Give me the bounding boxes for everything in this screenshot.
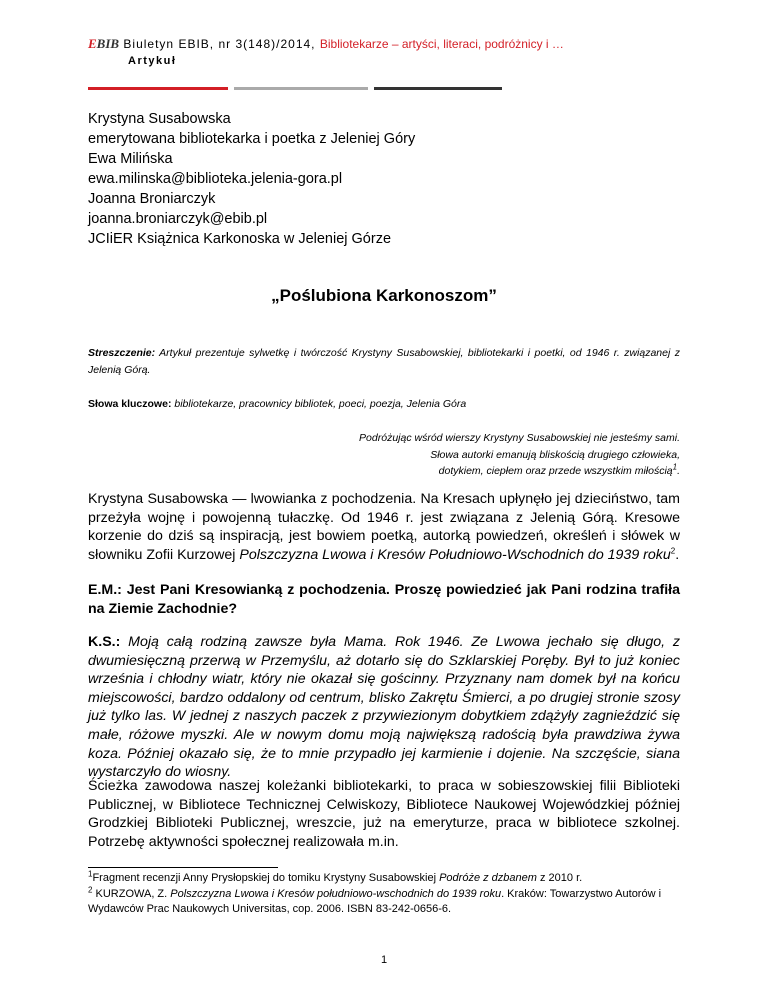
- abstract: [88, 345, 680, 379]
- footnote-item: $^2$ KURZOWA, Z. Polszczyzna Lwowa i Kresów południowo-wschodnich do 1939 roku. Kraków: Towarzystwo Autorów i Wydawców Prac Naukowych Universitas, cop. 2006. ISBN 83-242-0656-6.: [88, 884, 662, 915]
- ebib-logo: EBIB: [88, 36, 120, 51]
- header-line: [88, 36, 688, 52]
- author-line: Joanna Broniarczyk: [88, 191, 216, 207]
- article-title: „Poślubiona Karkonoszom”: [271, 286, 497, 305]
- page-number: 1: [380, 954, 388, 966]
- author-line: JCIiER Książnica Karkonoska w Jeleniej Górze: [88, 231, 392, 247]
- book-title: Polszczyzna Lwowa i Kresów Południowo-Wschodnich do 1939 roku: [239, 546, 671, 563]
- keywords: [88, 396, 680, 413]
- interview-question: E.M.: Jest Pani Kresowianką z pochodzenia. Proszę powiedzieć jak Pani rodzina trafiła na Ziemie Zachodnie?: [88, 582, 680, 617]
- career-paragraph: Ścieżka zawodowa naszej koleżanki bibliotekarki, to praca w sobieszowskiej filii Biblioteki Publicznej, w Bibliotece Technicznej Celwiskozy, Bibliotece Naukowej Wojewódzkiej później Grodzkiej Biblioteki Publicznej, wreszcie, już na emeryturze, praca w bibliotece szkolnej. Potrzebę aktywności społecznej realizowała m.in.: [88, 778, 680, 850]
- abstract-text: Artykuł prezentuje sylwetkę i twórczość Krystyny Susabowskiej, bibliotekarki i poetki, od 1946 r. związanej z Jelenią Górą.: [88, 347, 680, 376]
- header-rule-gray: [234, 87, 368, 90]
- keywords-label: Słowa kluczowe:: [88, 398, 172, 410]
- section-label: Artykuł: [128, 55, 177, 67]
- motto: [359, 430, 680, 480]
- motto-line: Słowa autorki emanują bliskością drugiego człowieka,: [430, 448, 680, 461]
- author-line: Krystyna Susabowska: [88, 111, 231, 127]
- header-rule-dark: [374, 87, 502, 90]
- footnotes: [88, 871, 680, 918]
- author-line: emerytowana bibliotekarka i poetka z Jeleniej Góry: [88, 131, 416, 147]
- author-line: Ewa Milińska: [88, 151, 173, 167]
- footnote-ref[interactable]: 2: [670, 546, 676, 556]
- keywords-text: bibliotekarze, pracownicy bibliotek, poeci, poezja, Jelenia Góra: [171, 398, 467, 410]
- footnote-item: $^1$Fragment recenzji Anny Prysłopskiej do tomiku Krystyny Susabowskiej Podróże z dzbanem z 2010 r.: [88, 869, 583, 884]
- intro-paragraph: Krystyna Susabowska — lwowianka z pochodzenia. Na Kresach upłynęło jej dzieciństwo, tam przeżyła wojnę i powojenną tułaczkę. Od 1946 r. jest związana z Jelenią Górą. Kresowe korzenie do dziś są inspiracją, jest bowiem poetką, autorką powiedzeń, określeń i słówek w słowniku Zofii Kurzowej Polszczyzna Lwowa i Kresów Południowo-Wschodnich do 1939 roku$^2$.: [88, 491, 680, 563]
- motto-line: Podróżując wśród wierszy Krystyny Susabowskiej nie jesteśmy sami.: [359, 432, 680, 444]
- header-rule-red: [88, 87, 228, 90]
- interview-answer: [88, 633, 680, 782]
- header-rules: [88, 87, 502, 90]
- journal-issue: Biuletyn EBIB, nr 3(148)/2014,: [119, 37, 320, 51]
- author-email[interactable]: joanna.broniarczyk@ebib.pl: [88, 211, 268, 227]
- answer-text: Moją całą rodziną zawsze była Mama. Rok 1946. Ze Lwowa jechało się długo, z dwumiesięczną przerwą w Przemyślu, aż dotarło się do Szklarskiej Poręby. Był to już koniec września i chłodny wiatr, który nie okazał się gościnny. Przyznany nam domek był na końcu miejscowości, bardzo oddalony od centrum, blisko Zakrętu Śmierci, a po drugiej stronie szosy już tylko las. W jednej z naszych paczek z przywiezionym dobytkiem zdążyły zagnieździć się małe, różowe myszki. Ale w nowym domu moją największą radością była prawdziwa żywa koza. Później okazało się, że to mnie przypadło jej karmienie i dojenie. Na szczęście, siana wystarczyło do wiosny.: [88, 634, 680, 781]
- motto-line: dotykiem, ciepłem oraz przede wszystkim miłością$^1$.: [438, 462, 680, 477]
- answer-label: K.S.:: [88, 634, 121, 650]
- issue-title: Bibliotekarze – artyści, literaci, podróżnicy i …: [319, 37, 564, 51]
- abstract-label: Streszczenie:: [88, 347, 156, 359]
- footnote-separator: [88, 867, 278, 868]
- page-header: [88, 36, 688, 67]
- footnote-ref[interactable]: 1: [672, 462, 678, 472]
- author-block: [88, 109, 415, 249]
- author-email[interactable]: ewa.milinska@biblioteka.jelenia-gora.pl: [88, 171, 343, 187]
